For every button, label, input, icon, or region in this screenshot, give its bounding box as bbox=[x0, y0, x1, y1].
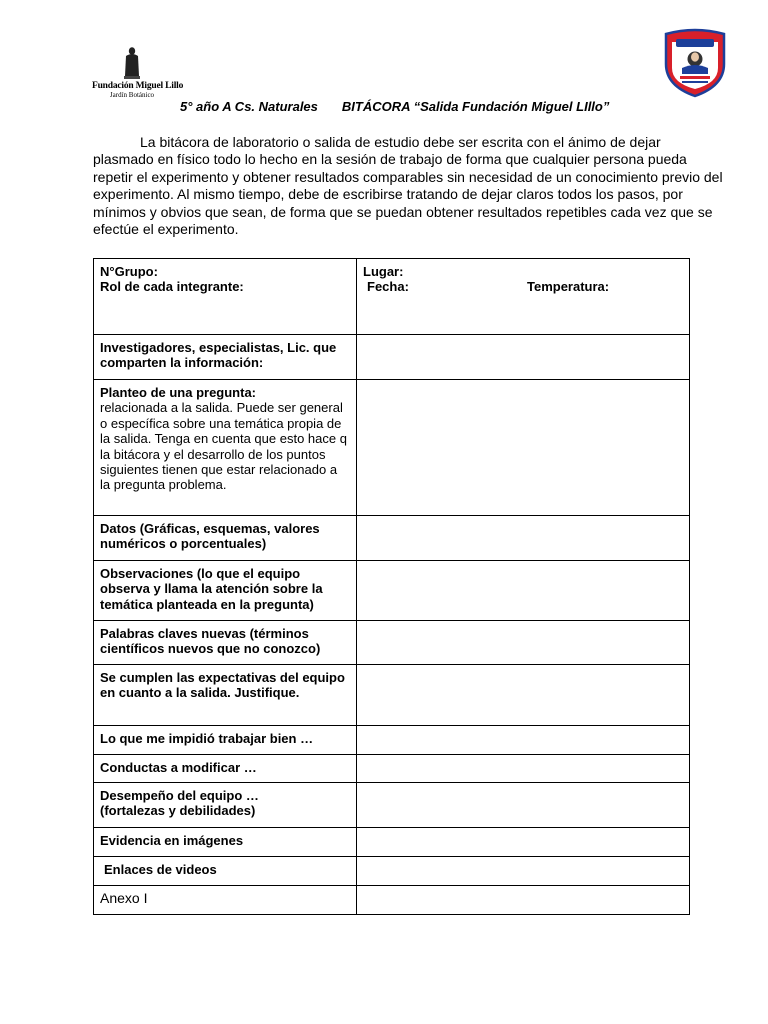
table-row bbox=[94, 783, 690, 828]
datos-label: Datos (Gráficas, esquemas, valores numéricos o porcentuales) bbox=[94, 516, 357, 561]
table-row bbox=[94, 335, 690, 380]
document-header bbox=[180, 99, 609, 114]
table-row bbox=[94, 755, 690, 783]
evidencia-answer-cell[interactable] bbox=[357, 828, 690, 857]
rol-label: Rol de cada integrante: bbox=[100, 279, 244, 295]
intro-paragraph: La bitácora de laboratorio o salida de estudio debe ser escrita con el ánimo de dejar plasmado en físico todo lo hecho en la sesión de trabajo de forma que cualquier persona pueda repetir el experimento y obtener resultados comparables sin necesidad de un conocimiento previo del experimento. Al mismo tiempo, debe de escribirse tratando de dejar claros todos los pasos, por mínimos y obvios que sean, de forma que se puedan obtener resultados repetibles cada vez que se efectúe el experimento. bbox=[93, 134, 723, 238]
logo-left-line2: Jardín Botánico bbox=[109, 91, 155, 99]
fundacion-lillo-logo bbox=[92, 46, 184, 110]
school-shield-logo bbox=[662, 28, 728, 98]
desempeno-label: Desempeño del equipo … bbox=[100, 788, 259, 803]
temperatura-label: Temperatura: bbox=[527, 279, 610, 295]
table-row bbox=[94, 857, 690, 886]
conductas-label: Conductas a modificar … bbox=[94, 755, 357, 783]
table-row bbox=[94, 621, 690, 665]
evidencia-label: Evidencia en imágenes bbox=[94, 828, 357, 857]
document-title: BITÁCORA “Salida Fundación Miguel LIllo” bbox=[341, 99, 610, 114]
anexo-answer-cell[interactable] bbox=[357, 886, 690, 915]
planteo-body: relacionada a la salida. Puede ser general o específica sobre una temática propia de la salida. Tenga en cuenta que esto hace q la bitácora y el desarrollo de los puntos siguientes tienen que estar relacionado a la pregunta problema. bbox=[100, 400, 347, 493]
desempeno-cell bbox=[94, 783, 357, 828]
observaciones-label: Observaciones (lo que el equipo observa y llama la atención sobre la temática planteada en la pregunta) bbox=[94, 561, 357, 621]
investigadores-label: Investigadores, especialistas, Lic. que comparten la información: bbox=[94, 335, 357, 380]
enlaces-answer-cell[interactable] bbox=[357, 857, 690, 886]
table-row bbox=[94, 516, 690, 561]
conductas-answer-cell[interactable] bbox=[357, 755, 690, 783]
table-row bbox=[94, 726, 690, 755]
intro-paragraph-container bbox=[93, 134, 723, 238]
palabras-label: Palabras claves nuevas (términos científicos nuevos que no conozco) bbox=[94, 621, 357, 665]
datos-answer-cell[interactable] bbox=[357, 516, 690, 561]
table-row bbox=[94, 380, 690, 516]
grupo-label: N°Grupo: bbox=[100, 264, 158, 279]
investigadores-answer-cell[interactable] bbox=[357, 335, 690, 380]
table-row bbox=[94, 828, 690, 857]
impidio-label: Lo que me impidió trabajar bien … bbox=[94, 726, 357, 755]
desempeno-sublabel: (fortalezas y debilidades) bbox=[100, 803, 256, 819]
fecha-temp-row bbox=[363, 279, 683, 294]
lillo-figure-icon bbox=[122, 46, 142, 80]
expectativas-label: Se cumplen las expectativas del equipo en cuanto a la salida. Justifique. bbox=[94, 665, 357, 726]
planteo-cell bbox=[94, 380, 357, 516]
bitacora-table bbox=[93, 258, 690, 915]
table-row bbox=[94, 561, 690, 621]
fecha-label: Fecha: bbox=[367, 279, 409, 295]
enlaces-label: Enlaces de videos bbox=[94, 857, 357, 886]
lugar-cell[interactable] bbox=[357, 259, 690, 335]
course-label: 5° año A Cs. Naturales bbox=[180, 99, 318, 114]
table-row bbox=[94, 886, 690, 915]
table-row bbox=[94, 259, 690, 335]
logo-left-line1: Fundación Miguel Lillo bbox=[92, 81, 184, 91]
planteo-answer-cell[interactable] bbox=[357, 380, 690, 516]
desempeno-answer-cell[interactable] bbox=[357, 783, 690, 828]
table-row bbox=[94, 665, 690, 726]
anexo-label: Anexo I bbox=[94, 886, 357, 915]
palabras-answer-cell[interactable] bbox=[357, 621, 690, 665]
lugar-label: Lugar: bbox=[363, 264, 404, 279]
observaciones-answer-cell[interactable] bbox=[357, 561, 690, 621]
impidio-answer-cell[interactable] bbox=[357, 726, 690, 755]
expectativas-answer-cell[interactable] bbox=[357, 665, 690, 726]
planteo-title: Planteo de una pregunta: bbox=[100, 385, 257, 400]
grupo-cell bbox=[94, 259, 357, 335]
